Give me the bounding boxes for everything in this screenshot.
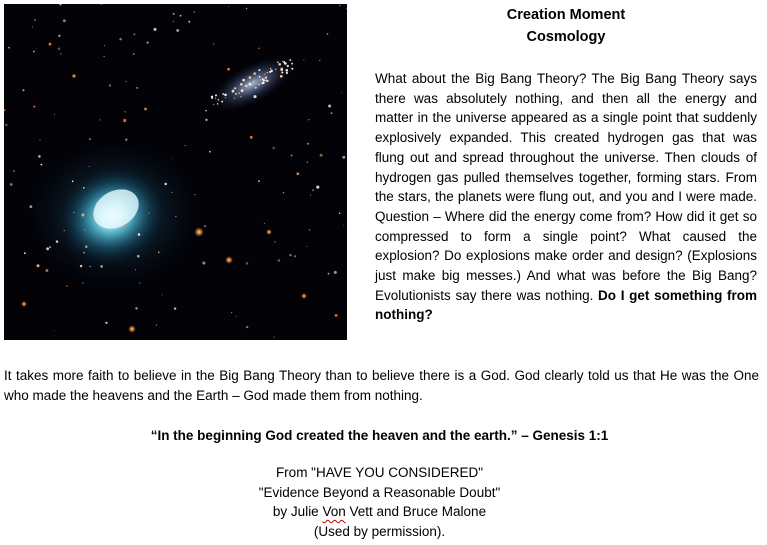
star-dot [99, 119, 100, 120]
star-dot [241, 89, 244, 92]
star-dot [263, 79, 265, 81]
star-dot [341, 92, 342, 93]
credits-line-2: "Evidence Beyond a Reasonable Doubt" [258, 484, 501, 500]
star-dot [213, 43, 214, 44]
star-dot [158, 251, 160, 253]
star-dot [121, 198, 123, 200]
star-dot [72, 181, 74, 183]
spellcheck-word: Von [322, 504, 346, 519]
star-dot [205, 110, 206, 111]
star-dot [234, 98, 235, 99]
title-line-2: Cosmology [526, 29, 606, 45]
star-dot [287, 65, 289, 67]
star-dot [215, 94, 217, 96]
star-dot [84, 229, 85, 230]
faith-paragraph: It takes more faith to believe in the Big Bang Theory than to believe there is a God. God clearly told us that He was the One who made the heavens and the Earth – God made them from nothing. [4, 368, 759, 403]
star-dot [8, 47, 10, 49]
star-dot [328, 273, 330, 275]
star-dot [227, 68, 230, 71]
star-dot [135, 307, 137, 309]
star-dot [316, 186, 319, 189]
star-dot [308, 119, 309, 120]
star-dot [213, 104, 214, 105]
star-dot [89, 266, 90, 267]
intro-bold-question: Do I get something from nothing? [375, 287, 758, 323]
star-dot [259, 76, 261, 78]
star-dot [172, 192, 173, 193]
star-dot [258, 84, 259, 85]
intro-text: What about the Big Bang Theory? The Big Bang Theory says there was absolutely nothing, and then all the energy and matter in the universe appeared as a single point that suddenly explosively expanded. This created hydrogen gas that was flung out and spread throughout the universe. Then clouds of hydrogen gas pulled themselves together, forming stars. From the stars, the planets were flung out, and you and I were made. Question – Where did the energy come from? How did it get so compressed to form a single point? What caused the explosion? Do explosions make order and design? (Explosions just make big messes.) And what was before the Big Bang? Evolutionists say there was nothing. [375, 71, 757, 303]
star-dot [339, 5, 340, 6]
star-dot [56, 240, 58, 242]
star-dot [291, 154, 293, 156]
star-dot [231, 312, 232, 313]
star-dot [164, 183, 166, 185]
star-dot [23, 89, 25, 91]
star-dot [217, 103, 218, 104]
bright-star [225, 256, 233, 264]
star-dot [275, 69, 276, 70]
star-dot [258, 180, 260, 182]
star-dot [342, 156, 345, 159]
star-dot [246, 262, 249, 265]
star-dot [224, 94, 227, 97]
star-dot [221, 101, 223, 103]
star-dot [312, 189, 314, 191]
star-dot [60, 53, 61, 54]
star-dot [262, 82, 265, 85]
star-dot [45, 269, 48, 272]
star-dot [245, 85, 248, 88]
bright-star [194, 227, 204, 237]
bright-star [72, 74, 77, 79]
star-dot [173, 13, 175, 15]
star-dot [265, 77, 267, 79]
star-dot [306, 246, 307, 247]
star-dot [204, 225, 206, 227]
star-dot [49, 43, 52, 46]
star-dot [89, 166, 90, 167]
star-dot [222, 93, 224, 95]
star-dot [147, 42, 149, 44]
star-dot [209, 151, 211, 153]
star-dot [81, 214, 84, 217]
star-dot [29, 205, 32, 208]
star-dot [144, 108, 147, 111]
star-dot [286, 72, 288, 74]
star-dot [104, 56, 105, 57]
star-dot [240, 96, 241, 97]
star-dot [176, 29, 179, 32]
star-dot [294, 255, 296, 257]
scripture-quote: “In the beginning God created the heaven and the earth.” – Genesis 1:1 [150, 428, 609, 443]
star-dot [240, 83, 243, 86]
star-dot [215, 98, 216, 99]
star-dot [248, 83, 251, 86]
star-dot [193, 11, 195, 13]
star-dot [136, 87, 138, 89]
star-dot [5, 124, 7, 126]
star-dot [185, 145, 186, 146]
star-dot [327, 33, 329, 35]
credits-block [0, 463, 759, 541]
star-dot [49, 246, 51, 248]
star-dot [282, 61, 283, 62]
star-dot [281, 71, 283, 73]
star-dot [282, 68, 283, 69]
star-dot [291, 63, 293, 65]
star-dot [54, 114, 55, 115]
star-dot [110, 210, 111, 211]
star-dot [283, 192, 285, 194]
star-dot [236, 316, 237, 317]
star-dot [335, 314, 338, 317]
star-dot [24, 252, 26, 254]
bright-star [21, 301, 27, 307]
star-dot [104, 45, 105, 46]
star-dot [135, 269, 136, 270]
bright-star [301, 293, 307, 299]
star-dot [334, 271, 337, 274]
star-dot [153, 28, 156, 31]
star-dot [148, 212, 149, 213]
star-dot [225, 97, 226, 98]
star-dot [82, 283, 83, 284]
star-dot [264, 223, 265, 224]
star-dot [123, 119, 126, 122]
star-dot [54, 330, 55, 331]
star-dot [232, 90, 235, 93]
star-dot [286, 70, 287, 71]
credits-line-1: From "HAVE YOU CONSIDERED" [275, 465, 484, 480]
star-dot [284, 61, 285, 62]
star-dot [258, 69, 260, 71]
star-dot [100, 265, 102, 267]
star-dot [304, 60, 305, 61]
star-dot [234, 87, 236, 89]
star-dot [272, 147, 274, 149]
title-line-1: Creation Moment [506, 7, 626, 23]
star-dot [270, 68, 272, 70]
star-dot [310, 195, 311, 196]
star-dot [194, 194, 195, 195]
star-dot [218, 99, 219, 100]
star-dot [124, 111, 125, 112]
star-dot [274, 337, 275, 338]
star-dot [33, 51, 35, 53]
star-dot [246, 326, 248, 328]
star-dot [105, 322, 107, 324]
star-dot [307, 143, 309, 145]
star-dot [80, 265, 82, 267]
star-dot [171, 158, 172, 159]
star-dot [39, 139, 40, 140]
star-dot [249, 76, 252, 79]
galaxy-image-icon [4, 4, 347, 340]
star-dot [125, 139, 127, 141]
star-dot [66, 285, 68, 287]
credits-line-3 [0, 502, 759, 522]
star-dot [33, 106, 35, 108]
star-dot [258, 48, 259, 49]
star-dot [38, 155, 41, 158]
star-dot [253, 72, 255, 74]
star-dot [58, 48, 61, 51]
star-dot [343, 225, 344, 226]
star-dot [265, 80, 267, 82]
credits-line-3-suffix: Vett and Bruce Malone [345, 504, 487, 519]
star-dot [274, 241, 275, 242]
star-dot [328, 105, 331, 108]
star-dot [253, 80, 254, 81]
star-dot [277, 61, 279, 63]
star-dot [309, 229, 311, 231]
star-dot [296, 172, 299, 175]
star-dot [63, 230, 65, 232]
star-dot [253, 95, 256, 98]
star-dot [10, 183, 13, 186]
star-dot [85, 246, 87, 248]
star-dot [271, 70, 273, 72]
star-dot [278, 259, 281, 262]
star-dot [242, 79, 245, 82]
star-dot [34, 19, 36, 21]
star-dot [260, 79, 261, 80]
star-dot [173, 21, 174, 22]
star-dot [175, 216, 176, 217]
star-dot [58, 35, 60, 37]
star-dot [267, 72, 268, 73]
star-dot [36, 48, 37, 49]
star-dot [289, 254, 291, 256]
star-dot [346, 8, 347, 9]
star-dot [211, 96, 213, 98]
star-dot [73, 212, 74, 213]
star-dot [202, 261, 205, 264]
star-dot [235, 93, 237, 95]
star-dot [119, 38, 121, 40]
star-dot [137, 255, 140, 258]
star-dot [331, 112, 333, 114]
star-dot [125, 224, 127, 226]
star-dot [255, 87, 257, 89]
star-dot [278, 63, 281, 66]
star-dot [41, 164, 43, 166]
star-dot [13, 170, 15, 172]
star-dot [319, 60, 320, 61]
bright-star [266, 229, 272, 235]
star-dot [161, 294, 162, 295]
star-dot [89, 138, 91, 140]
star-dot [284, 62, 287, 65]
star-dot [246, 8, 247, 9]
credits-line-4: (Used by permission). [313, 523, 446, 539]
star-dot [97, 202, 98, 203]
intro-paragraph [375, 69, 757, 325]
star-dot [46, 247, 49, 250]
bright-star [128, 325, 136, 333]
star-dot [138, 233, 141, 236]
star-dot [63, 19, 66, 22]
star-dot [133, 53, 135, 55]
star-dot [228, 6, 229, 7]
star-dot [83, 252, 85, 254]
galaxy-photo [4, 4, 347, 340]
star-dot [188, 21, 190, 23]
star-dot [205, 119, 207, 121]
star-dot [239, 93, 240, 94]
star-dot [139, 282, 140, 283]
star-dot [250, 136, 253, 139]
star-dot [125, 81, 127, 83]
star-dot [83, 187, 85, 189]
star-dot [156, 324, 157, 325]
star-dot [320, 154, 323, 157]
star-dot [289, 59, 291, 61]
star-dot [174, 307, 176, 309]
star-dot [280, 75, 283, 78]
star-dot [133, 33, 135, 35]
star-dot [339, 213, 340, 214]
star-dot [109, 84, 111, 86]
star-dot [264, 73, 266, 75]
star-dot [307, 162, 308, 163]
star-dot [32, 26, 33, 27]
star-dot [291, 68, 293, 70]
star-dot [180, 15, 182, 17]
credits-line-3-prefix: by Julie [272, 504, 323, 519]
star-dot [36, 264, 39, 267]
